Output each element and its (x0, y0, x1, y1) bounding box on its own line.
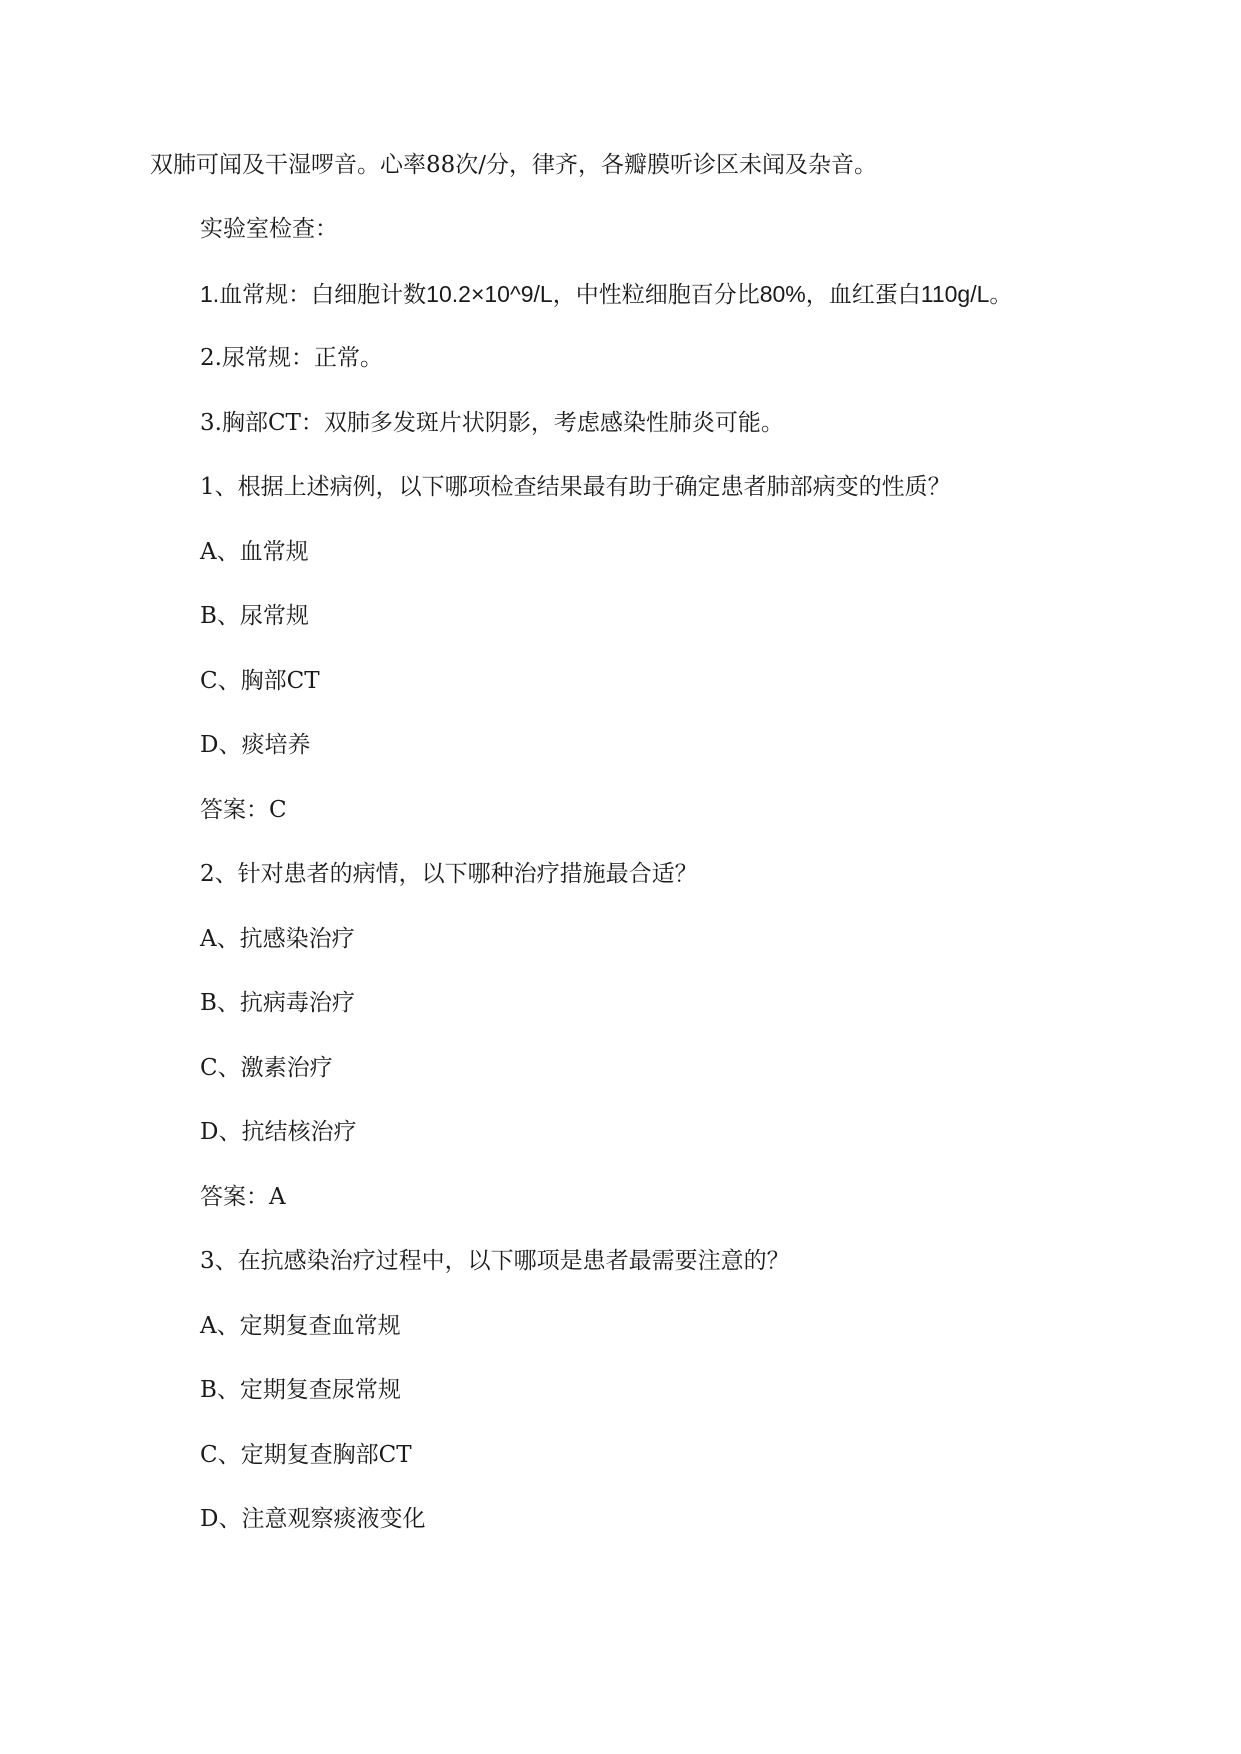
question-2-answer: 答案：A (200, 1184, 286, 1210)
question-2-option-a: A、抗感染治疗 (200, 926, 355, 952)
lab-item-blood-routine: 1.血常规：白细胞计数10.2×10^9/L，中性粒细胞百分比80%，血红蛋白110g/L。 (200, 281, 1013, 307)
question-1-stem: 1、根据上述病例，以下哪项检查结果最有助于确定患者肺部病变的性质？ (200, 474, 951, 500)
section-heading-lab-tests: 实验室检查： (200, 216, 338, 242)
question-2-option-c: C、激素治疗 (200, 1055, 333, 1081)
question-3-stem: 3、在抗感染治疗过程中，以下哪项是患者最需要注意的？ (200, 1248, 790, 1274)
question-1-option-d: D、痰培养 (200, 732, 311, 758)
question-1-option-a: A、血常规 (200, 539, 309, 565)
question-2-stem: 2、针对患者的病情，以下哪种治疗措施最合适？ (200, 861, 698, 887)
question-2-option-d: D、抗结核治疗 (200, 1119, 357, 1145)
question-1-option-c: C、胸部CT (200, 668, 320, 694)
question-3-option-d: D、注意观察痰液变化 (200, 1506, 426, 1532)
question-3-option-a: A、定期复查血常规 (200, 1313, 401, 1339)
lab-item-urine-routine: 2.尿常规：正常。 (200, 345, 383, 371)
question-1-answer: 答案：C (200, 797, 287, 823)
question-3-option-c: C、定期复查胸部CT (200, 1442, 412, 1468)
paragraph-exam-findings: 双肺可闻及干湿啰音。心率88次/分，律齐，各瓣膜听诊区未闻及杂音。 (150, 152, 878, 178)
lab-item-chest-ct: 3.胸部CT：双肺多发斑片状阴影，考虑感染性肺炎可能。 (200, 410, 784, 436)
question-2-option-b: B、抗病毒治疗 (200, 990, 355, 1016)
question-3-option-b: B、定期复查尿常规 (200, 1377, 401, 1403)
question-1-option-b: B、尿常规 (200, 603, 309, 629)
